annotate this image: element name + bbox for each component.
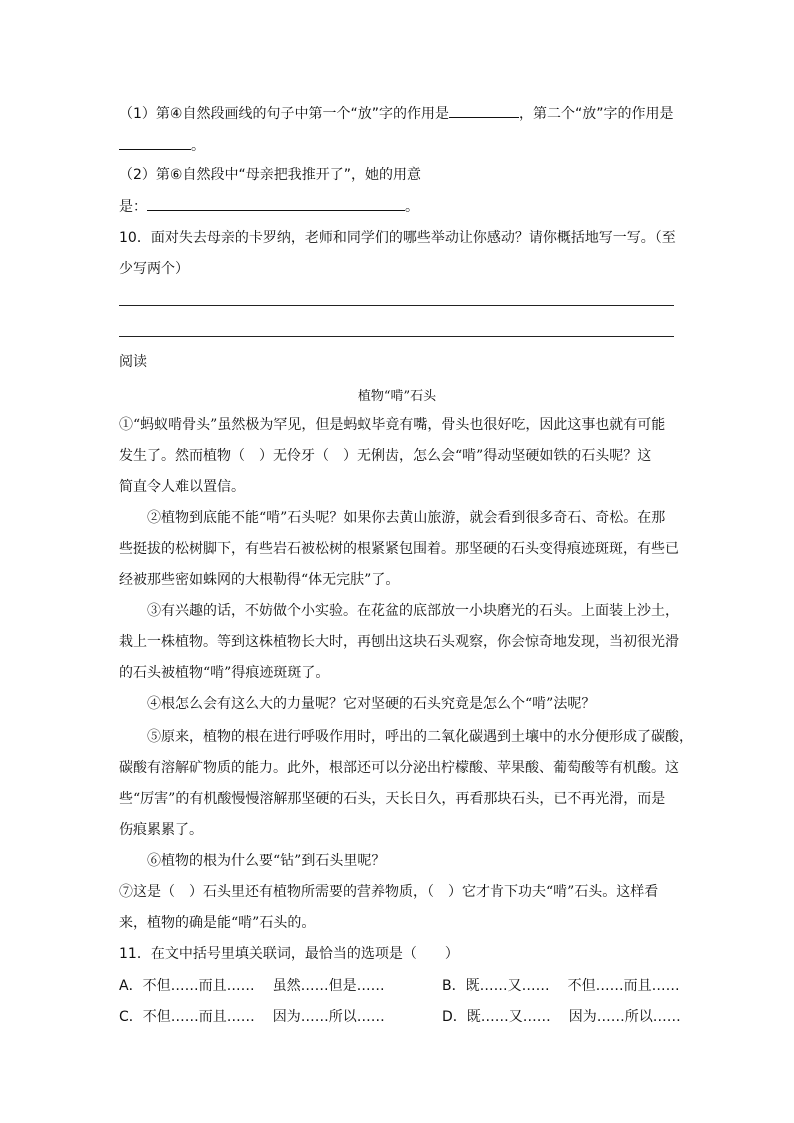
q11-option-b-second: 不但……而且…… xyxy=(567,978,680,994)
q9-part2-line xyxy=(119,165,421,185)
passage-line: ②植物到底能不能“啃”石头呢？如果你去黄山旅游，就会看到很多奇石、奇松。在那 xyxy=(119,510,666,526)
q11-option-d-second: 因为……所以…… xyxy=(568,1009,681,1025)
q11-option-d-first: D．既……又…… xyxy=(442,1009,551,1025)
q11-option-a-second: 虽然……但是…… xyxy=(272,978,385,994)
q9-part1-text-a: （1）第④自然段画线的句子中第一个“放”字的作用是 xyxy=(119,106,449,122)
passage-line: ④根怎么会有这么大的力量呢？它对坚硬的石头究竟是怎么个“啃”法呢？ xyxy=(119,696,596,712)
q9-part2-blank[interactable] xyxy=(147,196,405,211)
q10-answer-line-2[interactable] xyxy=(119,336,674,337)
q11-stem: 11．在文中括号里填关联词，最恰当的选项是（ ） xyxy=(119,946,459,962)
q9-part2-text-a: （2）第⑥自然段中“母亲把我推开了”，她的用意 xyxy=(119,167,421,183)
q9-part2-text-b: 是： xyxy=(119,199,147,215)
passage-line: 栽上一株植物。等到这株植物长大时，再刨出这块石头观察，你会惊奇地发现，当初很光滑 xyxy=(119,634,679,650)
passage-line: 的石头被植物“啃”得痕迹斑斑了。 xyxy=(119,665,330,681)
q11-option-a-first: A．不但……而且…… xyxy=(119,978,255,994)
q11-option-c-first: C．不但……而且…… xyxy=(119,1009,255,1025)
passage-line: ⑦这是（ ）石头里还有植物所需要的营养物质，（ ）它才肯下功夫“啃”石头。这样看 xyxy=(119,884,659,900)
q11-option-d[interactable] xyxy=(442,1007,681,1027)
q9-part1-blank-1[interactable] xyxy=(449,103,519,118)
passage-paragraph-1 xyxy=(119,410,679,503)
q11-option-a[interactable] xyxy=(119,976,385,996)
passage-line: 些挺拔的松树脚下，有些岩石被松树的根紧紧包围着。那坚硬的石头变得痕迹斑斑，有些已 xyxy=(119,541,679,557)
q9-part1-line xyxy=(119,103,673,124)
passage-paragraph-4 xyxy=(119,689,679,720)
passage-paragraph-5 xyxy=(119,722,693,846)
q11-option-c[interactable] xyxy=(119,1007,385,1027)
passage-line: ③有兴趣的话，不妨做个小实验。在花盆的底部放一小块磨光的石头。上面装上沙土， xyxy=(119,603,679,619)
passage-paragraph-6 xyxy=(119,846,679,877)
passage-line: ①“蚂蚁啃骨头”虽然极为罕见，但是蚂蚁毕竟有嘴，骨头也很好吃，因此这事也就有可能 xyxy=(119,417,666,433)
q11-option-c-second: 因为……所以…… xyxy=(272,1009,385,1025)
passage-title: 植物“啃”石头 xyxy=(357,389,437,404)
passage-paragraph-3 xyxy=(119,596,679,689)
passage-line: 来，植物的确是能“啃”石头的。 xyxy=(119,915,316,931)
passage-line: 经被那些密如蛛网的大根勒得“体无完肤”了。 xyxy=(119,572,400,588)
q9-part1-line2 xyxy=(119,135,205,156)
passage-paragraph-7 xyxy=(119,877,679,939)
q9-part1-blank-2[interactable] xyxy=(119,135,191,150)
q9-part2-line2 xyxy=(119,196,419,217)
passage-line: ⑥植物的根为什么要“钻”到石头里呢？ xyxy=(119,853,386,869)
q11-option-b[interactable] xyxy=(442,976,680,996)
section-label: 阅读 xyxy=(119,354,147,370)
passage-line: 碳酸有溶解矿物质的能力。此外，根部还可以分泌出柠檬酸、苹果酸、葡萄酸等有机酸。这 xyxy=(119,760,679,776)
passage-line: 些“厉害”的有机酸慢慢溶解那坚硬的石头，天长日久，再看那块石头，已不再光滑，而是 xyxy=(119,791,666,807)
q9-part1-text-b: ，第二个“放”字的作用是 xyxy=(518,106,674,122)
q10-stem-line1: 10．面对失去母亲的卡罗纳，老师和同学们的哪些举动让你感动？请你概括地写一写。（至 xyxy=(119,230,676,246)
q10-stem-line2: 少写两个） xyxy=(119,261,189,277)
passage-line: 简直令人难以置信。 xyxy=(119,479,245,495)
passage-line: 发生了。然而植物（ ）无伶牙（ ）无俐齿，怎么会“啃”得动坚硬如铁的石头呢？这 xyxy=(119,448,652,464)
q10-answer-line-1[interactable] xyxy=(119,305,674,306)
passage-line: 伤痕累累了。 xyxy=(119,822,203,838)
passage-paragraph-2 xyxy=(119,503,679,596)
q9-part1-end: 。 xyxy=(191,138,205,154)
passage-line: ⑤原来，植物的根在进行呼吸作用时，呼出的二氧化碳遇到土壤中的水分便形成了碳酸， xyxy=(119,729,693,745)
q9-part2-end: 。 xyxy=(405,199,419,215)
q11-option-b-first: B．既……又…… xyxy=(442,978,550,994)
